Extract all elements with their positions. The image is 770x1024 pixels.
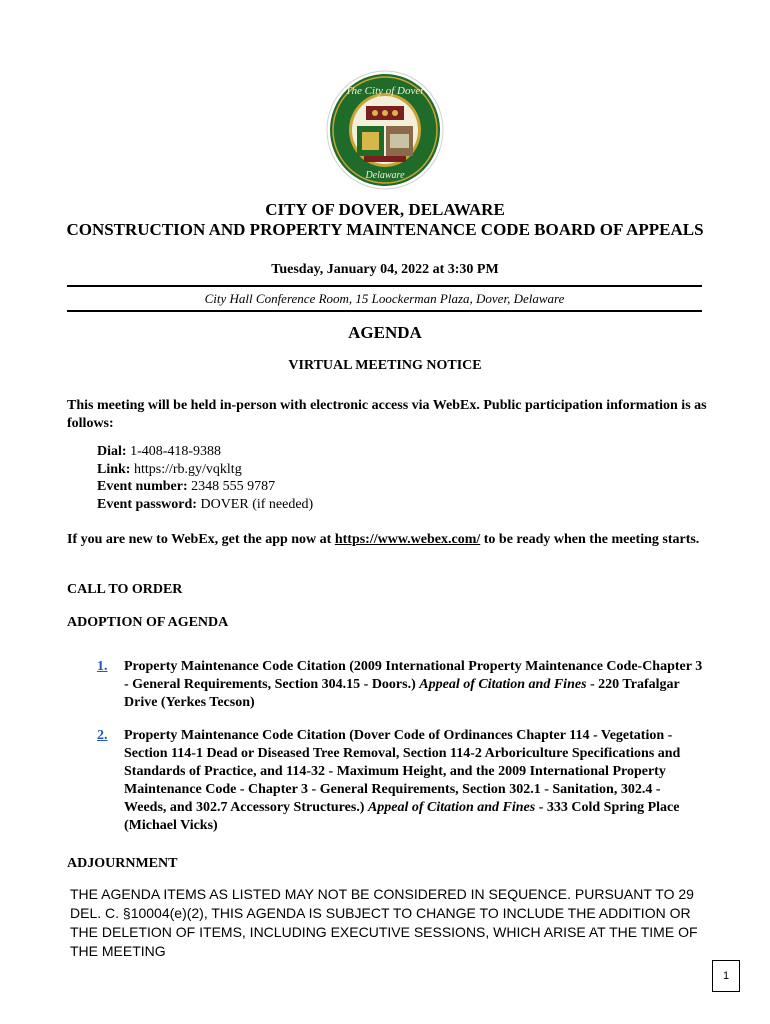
agenda-item-appeal: Appeal of Citation and Fines — [419, 677, 587, 692]
link-label: Link: — [97, 461, 131, 477]
event-number-label: Event number: — [97, 479, 188, 494]
dial-line — [97, 443, 313, 461]
agenda-item-description: Property Maintenance Code Citation (Dover Code of Ordinances Chapter 114 - Vegetation - Section 114-1 Dead or Diseased Tree Removal, Section 114-2 Arboriculture Specifications and Standards of Practice, and 114-32 - Maximum Height, and the 2009 International Property Maintenance Code - Chapter 3 - General Requirements, Section 302.1 - Sanitation, 302.4 - Weeds, and 302.7 Accessory Structures.) — [124, 728, 681, 815]
agenda-item-number-link[interactable]: 1. — [97, 659, 108, 674]
agenda-item-appeal: Appeal of Citation and Fines — [367, 800, 536, 815]
webex-details — [97, 443, 313, 513]
webex-suffix: to be ready when the meeting starts. — [480, 532, 700, 547]
event-password-label: Event password: — [97, 496, 197, 512]
call-to-order-heading: CALL TO ORDER — [67, 582, 183, 597]
event-password-value: DOVER (if needed) — [200, 496, 314, 512]
adjournment-heading: ADJOURNMENT — [67, 856, 178, 871]
event-number-value: 2348 555 9787 — [191, 479, 276, 494]
title-line-city: CITY OF DOVER, DELAWARE — [265, 200, 505, 219]
dial-label: Dial: — [97, 444, 127, 459]
title-line-board: CONSTRUCTION AND PROPERTY MAINTENANCE CODE BOARD OF APPEALS — [66, 220, 704, 239]
webex-link[interactable]: https://www.webex.com/ — [334, 532, 481, 547]
agenda-item-description: Property Maintenance Code Citation (2009 International Property Maintenance Code-Chapter 3 - General Requirements, Section 304.15 - Doors.) — [124, 659, 703, 692]
agenda-heading: AGENDA — [348, 323, 422, 342]
webex-prefix: If you are new to WebEx, get the app now at — [67, 532, 335, 547]
document-title — [60, 200, 710, 240]
meeting-location: City Hall Conference Room, 15 Loockerman Plaza, Dover, Delaware — [204, 291, 565, 306]
agenda-item-text — [124, 727, 704, 835]
meeting-date: Tuesday, January 04, 2022 at 3:30 PM — [271, 262, 499, 277]
divider-bottom — [67, 310, 702, 312]
dial-value: 1-408-418-9388 — [130, 444, 222, 459]
agenda-item-text — [124, 658, 704, 712]
event-password-line — [97, 496, 313, 514]
seal-top-text: The City of Dover — [345, 85, 425, 97]
seal-bottom-text: Delaware — [365, 170, 405, 181]
agenda-item-address: - 220 Trafalgar Drive (Yerkes Tecson) — [124, 677, 680, 710]
divider-top — [67, 285, 702, 287]
link-value[interactable]: https://rb.gy/vqkltg — [133, 461, 242, 477]
agenda-item-address: - 333 Cold Spring Place (Michael Vicks) — [124, 800, 680, 833]
event-number-line — [97, 478, 313, 496]
city-seal-logo — [326, 70, 444, 190]
virtual-meeting-notice: VIRTUAL MEETING NOTICE — [288, 358, 482, 373]
webex-app-paragraph — [67, 531, 707, 549]
agenda-item-number-link[interactable]: 2. — [97, 728, 108, 743]
page-number: 1 — [712, 960, 740, 992]
link-line — [97, 461, 313, 479]
sequence-notice: THE AGENDA ITEMS AS LISTED MAY NOT BE CONSIDERED IN SEQUENCE. PURSUANT TO 29 DEL. C. §10004(e)(2), THIS AGENDA IS SUBJECT TO CHANGE TO INCLUDE THE ADDITION OR THE DELETION OF ITEMS, INCLUDING EXECUTIVE SESSIONS, WHICH ARISE AT THE TIME OF THE MEETING — [70, 886, 698, 959]
intro-paragraph: This meeting will be held in-person with electronic access via WebEx. Public participation information is as follows: — [67, 398, 707, 431]
adoption-heading: ADOPTION OF AGENDA — [67, 615, 229, 630]
